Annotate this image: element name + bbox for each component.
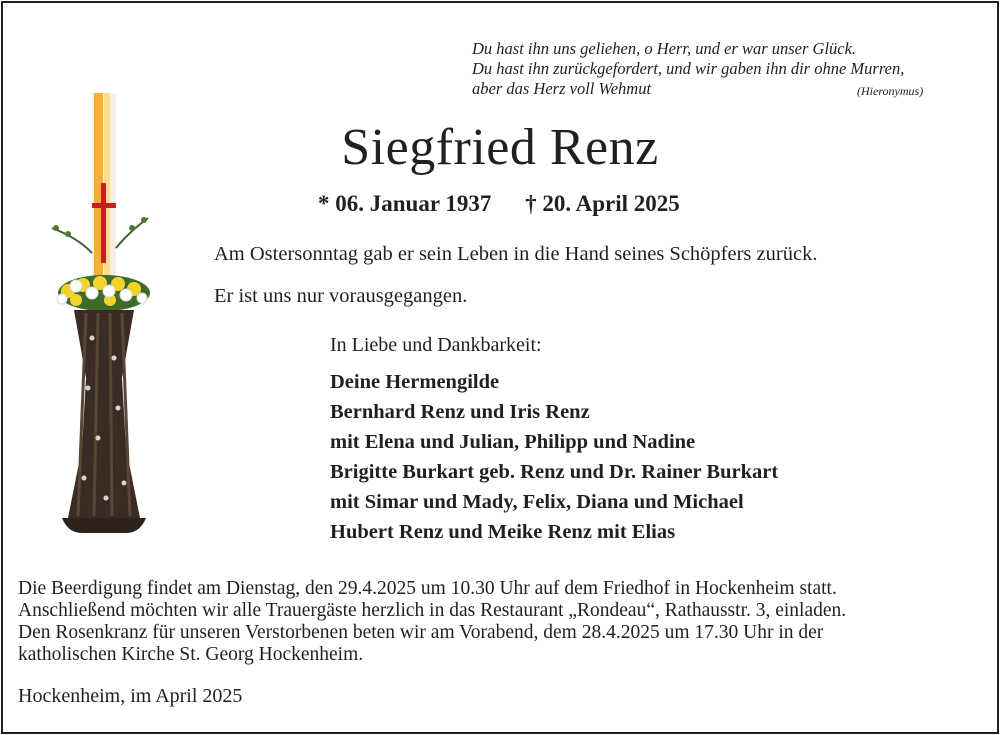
birth-date: * 06. Januar 1937 — [318, 191, 492, 216]
quote-line: Du hast ihn uns geliehen, o Herr, und er war unser Glück. — [472, 39, 857, 58]
place-date: Hockenheim, im April 2025 — [18, 685, 243, 707]
mourner-line: Bernhard Renz und Iris Renz — [330, 401, 590, 423]
message-line: Am Ostersonntag gab er sein Leben in die Hand seines Schöpfers zurück. — [214, 243, 818, 265]
mourner-line: mit Elena und Julian, Philipp und Nadine — [330, 431, 696, 453]
quote-line: aber das Herz voll Wehmut — [472, 79, 652, 98]
funeral-info-line: Den Rosenkranz für unseren Verstorbenen beten wir am Vorabend, dem 28.4.2025 um 17.30 Uhr in der — [18, 622, 824, 643]
funeral-info-line: Die Beerdigung findet am Dienstag, den 29.4.2025 um 10.30 Uhr auf dem Friedhof in Hockenheim statt. — [18, 578, 837, 599]
deceased-name: Siegfried Renz — [341, 119, 659, 176]
mourner-line: mit Simar und Mady, Felix, Diana und Michael — [330, 491, 744, 513]
quote-line: Du hast ihn zurückgefordert, und wir gaben ihn dir ohne Murren, — [472, 59, 905, 78]
mourner-line: Brigitte Burkart geb. Renz und Dr. Rainer Burkart — [330, 461, 779, 483]
mourners-intro: In Liebe und Dankbarkeit: — [330, 334, 542, 356]
death-date: † 20. April 2025 — [525, 191, 680, 216]
cross-icon — [101, 183, 106, 263]
quote-source: (Hieronymus) — [857, 84, 924, 98]
quote-block — [472, 39, 972, 99]
mourner-line: Hubert Renz und Meike Renz mit Elias — [330, 521, 676, 543]
mourners-list — [330, 367, 778, 547]
funeral-info-line: Anschließend möchten wir alle Trauergäste herzlich in das Restaurant „Rondeau“, Rathausstr. 3, einladen. — [18, 600, 847, 621]
life-dates — [318, 191, 680, 217]
mourner-line: Deine Hermengilde — [330, 371, 500, 393]
funeral-info — [18, 578, 846, 666]
funeral-info-line: katholischen Kirche St. Georg Hockenheim. — [18, 644, 364, 665]
message-line: Er ist uns nur vorausgegangen. — [214, 285, 468, 307]
